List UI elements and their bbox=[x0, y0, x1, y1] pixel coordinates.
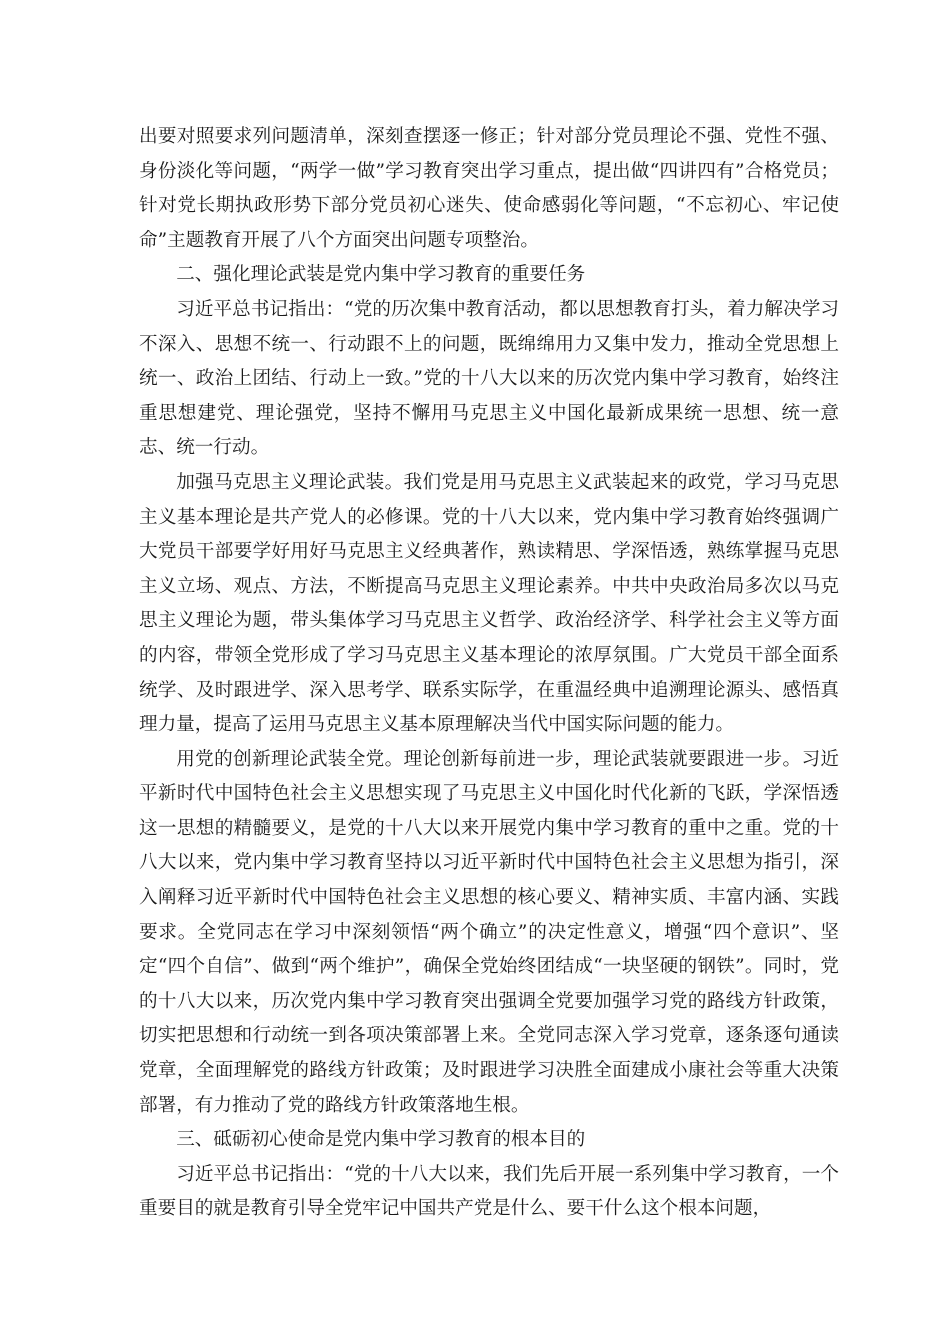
paragraph: 用党的创新理论武装全党。理论创新每前进一步，理论武装就要跟进一步。习近平新时代中国特色社会主义思想实现了马克思主义中国化时代化新的飞跃，学深悟透这一思想的精髓要义，是党的十八大以来开展党内集中学习教育的重中之重。党的十八大以来，党内集中学习教育坚持以习近平新时代中国特色社会主义思想为指引，深入阐释习近平新时代中国特色社会主义思想的核心要义、精神实质、丰富内涵、实践要求。全党同志在学习中深刻领悟“两个确立”的决定性意义，增强“四个意识”、坚定“四个自信”、做到“两个维护”，确保全党始终团结成“一块坚硬的钢铁”。同时，党的十八大以来，历次党内集中学习教育突出强调全党要加强学习党的路线方针政策，切实把思想和行动统一到各项决策部署上来。全党同志深入学习党章，逐条逐句通读党章，全面理解党的路线方针政策；及时跟进学习决胜全面建成小康社会等重大决策部署，有力推动了党的路线方针政策落地生根。 bbox=[139, 748, 839, 1116]
section-heading-3: 三、砥砺初心使命是党内集中学习教育的根本目的 bbox=[176, 1129, 586, 1151]
paragraph-continuation: 出要对照要求列问题清单，深刻查摆逐一修正；针对部分党员理论不强、党性不强、身份淡化等问题，“两学一做”学习教育突出学习重点，提出做“四讲四有”合格党员；针对党长期执政形势下部分党员初心迷失、使命感弱化等问题，“不忘初心、牢记使命”主题教育开展了八个方面突出问题专项整治。 bbox=[139, 126, 839, 251]
document-body bbox=[139, 120, 839, 1227]
paragraph: 习近平总书记指出：“党的十八大以来，我们先后开展一系列集中学习教育，一个重要目的就是教育引导全党牢记中国共产党是什么、要干什么这个根本问题， bbox=[139, 1163, 839, 1220]
paragraph: 加强马克思主义理论武装。我们党是用马克思主义武装起来的政党，学习马克思主义基本理论是共产党人的必修课。党的十八大以来，党内集中学习教育始终强调广大党员干部要学好用好马克思主义经典著作，熟读精思、学深悟透，熟练掌握马克思主义立场、观点、方法，不断提高马克思主义理论素养。中共中央政治局多次以马克思主义理论为题，带头集体学习马克思主义哲学、政治经济学、科学社会主义等方面的内容，带领全党形成了学习马克思主义基本理论的浓厚氛围。广大党员干部全面系统学、及时跟进学、深入思考学、联系实际学，在重温经典中追溯理论源头、感悟真理力量，提高了运用马克思主义基本原理解决当代中国实际问题的能力。 bbox=[139, 471, 839, 736]
section-heading-2: 二、强化理论武装是党内集中学习教育的重要任务 bbox=[176, 264, 586, 286]
paragraph: 习近平总书记指出：“党的历次集中教育活动，都以思想教育打头，着力解决学习不深入、思想不统一、行动跟不上的问题，既绵绵用力又集中发力，推动全党思想上统一、政治上团结、行动上一致。”党的十八大以来的历次党内集中学习教育，始终注重思想建党、理论强党，坚持不懈用马克思主义中国化最新成果统一思想、统一意志、统一行动。 bbox=[139, 298, 839, 459]
